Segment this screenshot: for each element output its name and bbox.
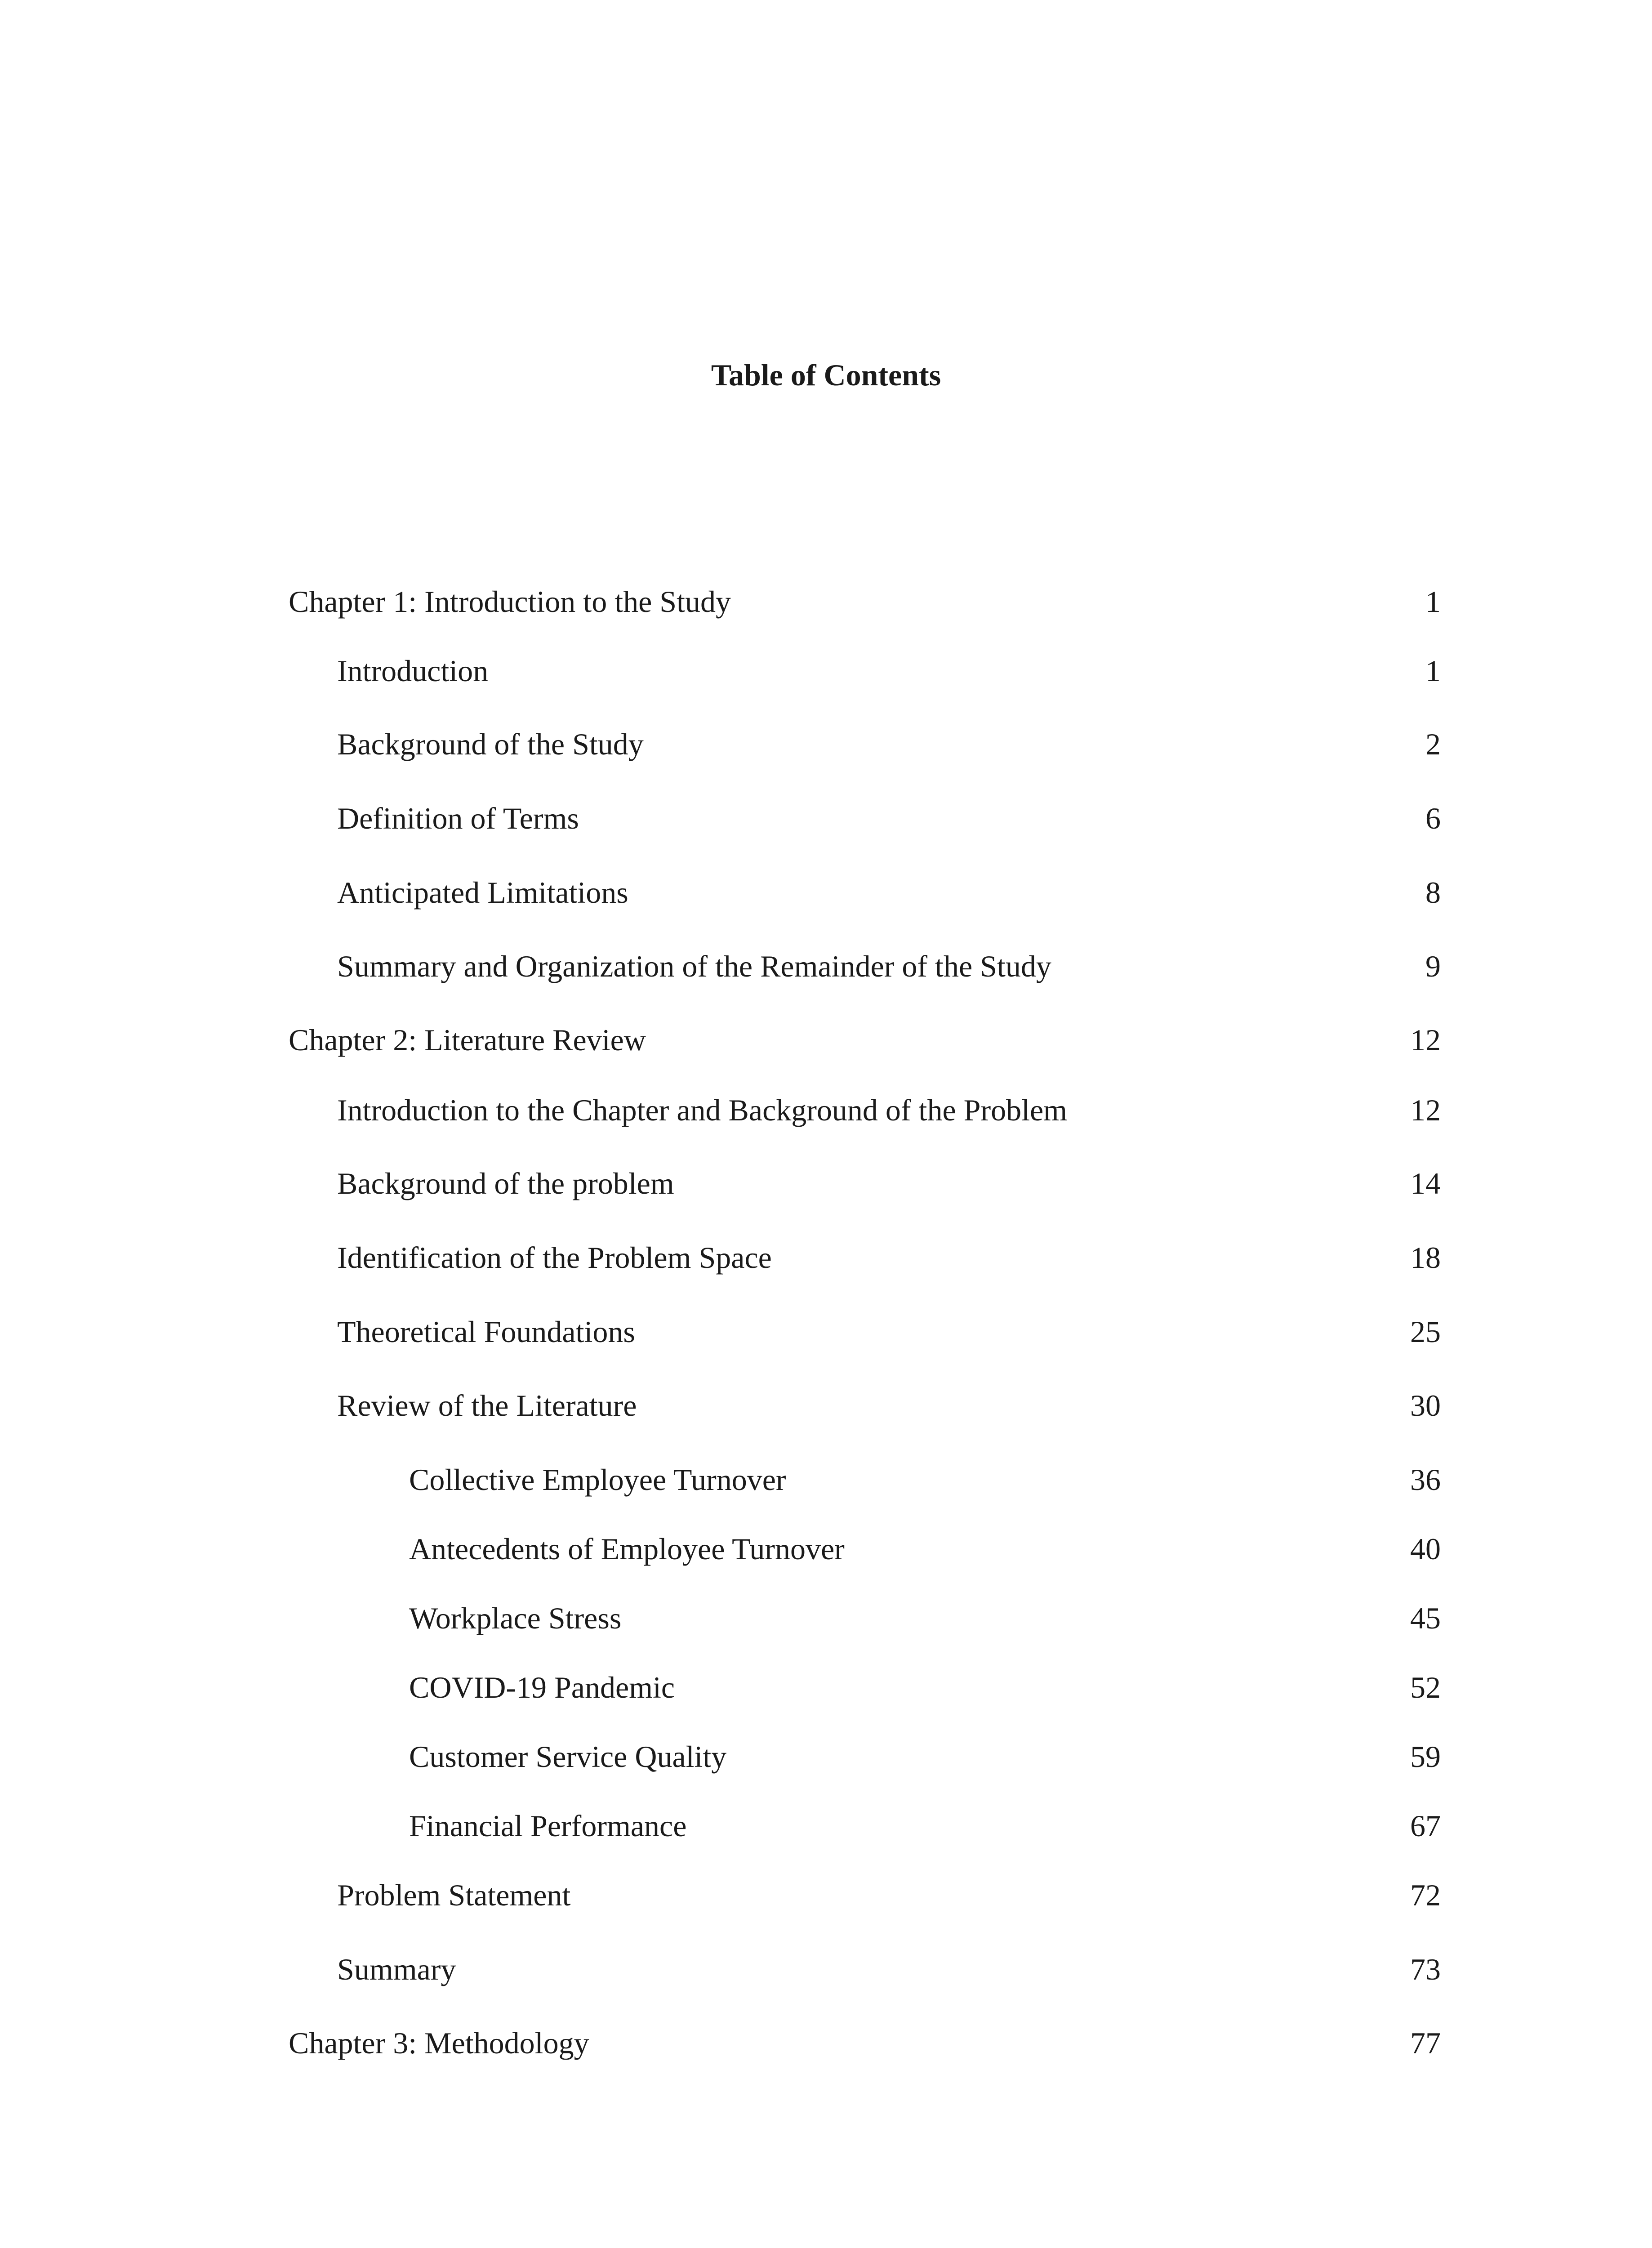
toc-entry-page-number: 77 [1410, 2026, 1441, 2060]
toc-entry-label: Theoretical Foundations [337, 1315, 635, 1349]
toc-entry[interactable] [337, 1311, 1441, 1352]
toc-entry-label: Introduction [337, 654, 489, 688]
toc-entry-label: Customer Service Quality [409, 1740, 727, 1774]
toc-entry[interactable] [409, 1529, 1441, 1569]
toc-entry-label: COVID-19 Pandemic [409, 1670, 675, 1704]
toc-entry-page-number: 8 [1425, 875, 1441, 910]
toc-entry-label: Workplace Stress [409, 1601, 622, 1635]
toc-entry[interactable] [337, 946, 1441, 986]
toc-entry-page-number: 6 [1425, 801, 1441, 835]
toc-entry[interactable] [409, 1459, 1441, 1500]
toc-entry-chapter-1[interactable] [289, 581, 1441, 622]
toc-entry-page-number: 40 [1410, 1532, 1441, 1566]
toc-entry[interactable] [337, 872, 1441, 913]
toc-entry-page-number: 1 [1425, 654, 1441, 688]
toc-entry[interactable] [337, 1949, 1441, 1989]
toc-entry-label: Introduction to the Chapter and Background of the Problem [337, 1093, 1068, 1127]
toc-entry-page-number: 73 [1410, 1952, 1441, 1986]
toc-entry-page-number: 45 [1410, 1601, 1441, 1635]
toc-entry-label: Antecedents of Employee Turnover [409, 1532, 845, 1566]
toc-entry[interactable] [337, 1385, 1441, 1426]
toc-entry[interactable] [337, 798, 1441, 839]
toc-entry-label: Review of the Literature [337, 1388, 637, 1423]
toc-entry-page-number: 72 [1410, 1878, 1441, 1912]
toc-entry-page-number: 25 [1410, 1315, 1441, 1349]
toc-entry[interactable] [409, 1736, 1441, 1777]
toc-entry-page-number: 30 [1410, 1388, 1441, 1423]
toc-entry[interactable] [337, 1237, 1441, 1278]
toc-entry[interactable] [337, 724, 1441, 764]
toc-entry-label: Chapter 3: Methodology [289, 2026, 589, 2060]
toc-entry[interactable] [337, 651, 1441, 691]
toc-entry-page-number: 18 [1410, 1240, 1441, 1275]
toc-entry-label: Chapter 1: Introduction to the Study [289, 584, 731, 619]
toc-entry-chapter-2[interactable] [289, 1020, 1441, 1060]
toc-entry-page-number: 12 [1410, 1093, 1441, 1127]
toc-entry[interactable] [409, 1667, 1441, 1708]
toc-entry-label: Background of the problem [337, 1166, 674, 1200]
toc-entry-label: Chapter 2: Literature Review [289, 1023, 646, 1057]
toc-entry[interactable] [337, 1875, 1441, 1915]
toc-entry-label: Background of the Study [337, 727, 644, 761]
toc-entry[interactable] [337, 1163, 1441, 1204]
toc-entry-label: Collective Employee Turnover [409, 1463, 786, 1497]
toc-entry-label: Definition of Terms [337, 801, 579, 835]
toc-entry-page-number: 59 [1410, 1740, 1441, 1774]
toc-entry-label: Anticipated Limitations [337, 875, 628, 910]
toc-entry[interactable] [337, 1090, 1441, 1130]
toc-entry-page-number: 2 [1425, 727, 1441, 761]
toc-entry-page-number: 1 [1425, 584, 1441, 619]
toc-entry-label: Problem Statement [337, 1878, 571, 1912]
toc-entry-page-number: 67 [1410, 1809, 1441, 1843]
toc-entry-page-number: 14 [1410, 1166, 1441, 1200]
toc-entry-page-number: 9 [1425, 949, 1441, 983]
toc-entry[interactable] [409, 1806, 1441, 1846]
toc-entry[interactable] [409, 1598, 1441, 1638]
toc-entry-page-number: 36 [1410, 1463, 1441, 1497]
toc-entry-label: Summary [337, 1952, 456, 1986]
toc-entry-label: Financial Performance [409, 1809, 687, 1843]
toc-entry-page-number: 52 [1410, 1670, 1441, 1704]
toc-entry-label: Identification of the Problem Space [337, 1240, 772, 1275]
toc-entry-chapter-3[interactable] [289, 2023, 1441, 2063]
toc-entry-page-number: 12 [1410, 1023, 1441, 1057]
page-title: Table of Contents [711, 358, 941, 392]
toc-entry-label: Summary and Organization of the Remainder of the Study [337, 949, 1051, 983]
